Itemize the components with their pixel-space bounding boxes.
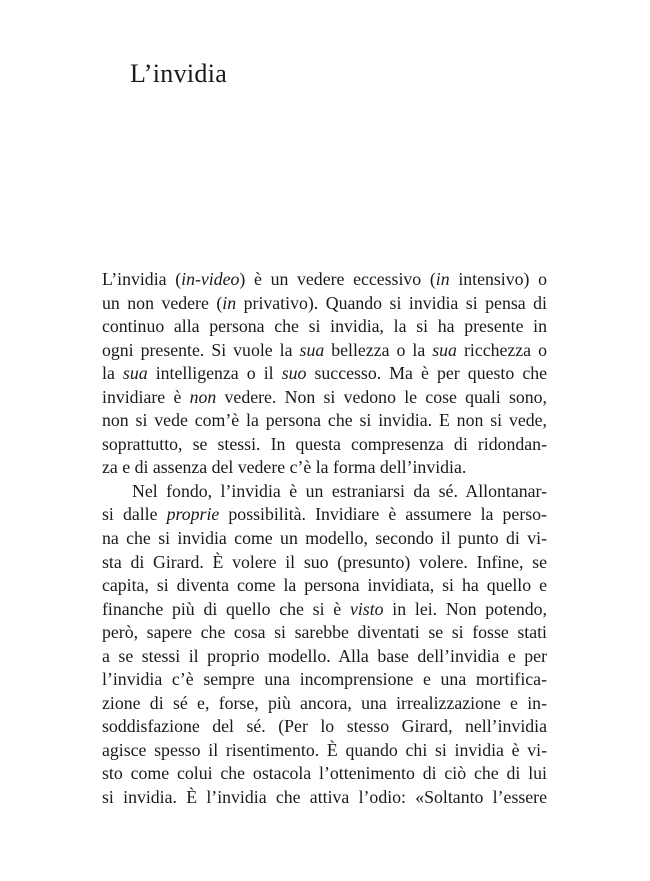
text-line <box>102 292 547 316</box>
text-line <box>102 786 547 810</box>
text-run: intensivo) o <box>449 269 547 289</box>
text-run: soddisfazione del sé. (Per lo stesso Girard, nell’invidia <box>102 716 547 737</box>
paragraph <box>102 480 547 810</box>
text-run: la <box>102 363 123 384</box>
italic-text: sua <box>122 363 148 384</box>
text-run: a se stessi il proprio modello. Alla base dell’invidia e per <box>102 645 547 666</box>
text-run: ) è un vedere eccessivo ( <box>239 269 436 289</box>
text-run: invidiare è <box>102 386 190 407</box>
text-run: si invidia. È l’invidia che attiva l’odio: «Soltanto l’essere <box>102 787 547 808</box>
text-run: vedere. Non si vedono le cose quali sono, <box>216 386 548 407</box>
text-run: non si vede com’è la persona che si invidia. E non si vede, <box>102 410 547 431</box>
paragraph <box>102 268 547 480</box>
text-run: finanche più di quello che si è <box>102 598 350 619</box>
italic-text: visto <box>349 598 384 619</box>
italic-text: sua <box>299 339 325 360</box>
text-line <box>102 386 547 410</box>
text-line <box>102 480 547 504</box>
italic-text: suo <box>281 363 307 384</box>
text-line <box>102 715 547 739</box>
text-run: sta di Girard. È volere il suo (presunto) volere. Infine, se <box>102 551 547 572</box>
text-line <box>102 456 547 480</box>
text-run: continuo alla persona che si invidia, la si ha presente in <box>102 316 547 337</box>
text-line <box>102 645 547 669</box>
text-line <box>102 362 547 386</box>
text-run: capita, si diventa come la persona invidiata, si ha quello e <box>102 575 547 596</box>
body-text <box>102 268 547 810</box>
text-line <box>102 762 547 786</box>
text-run: L’invidia ( <box>102 269 182 289</box>
text-line <box>102 598 547 622</box>
text-line <box>102 433 547 457</box>
text-line <box>102 268 547 292</box>
text-line <box>102 527 547 551</box>
text-line <box>102 409 547 433</box>
text-run: un non vedere ( <box>102 292 223 313</box>
text-line <box>102 621 547 645</box>
text-run: ogni presente. Si vuole la <box>102 339 300 360</box>
text-line <box>102 339 547 363</box>
text-run: si dalle <box>102 504 167 525</box>
italic-text: sua <box>432 339 457 360</box>
text-run: sto come colui che ostacola l’ottenimento di ciò che di lui <box>102 763 547 784</box>
italic-text: in-video <box>181 269 240 289</box>
italic-text: in <box>435 269 450 289</box>
italic-text: non <box>189 386 217 407</box>
text-line <box>102 574 547 598</box>
text-line <box>102 739 547 763</box>
text-line <box>102 692 547 716</box>
text-run: l’invidia c’è sempre una incomprensione e una mortifica- <box>102 669 547 690</box>
text-run: ricchezza o <box>456 339 547 360</box>
text-run: successo. Ma è per questo che <box>306 363 547 384</box>
text-line <box>102 668 547 692</box>
chapter-title: L’invidia <box>130 59 228 88</box>
text-run: zione di sé e, forse, più ancora, una irrealizzazione e in- <box>102 692 547 713</box>
text-run: bellezza o la <box>324 339 433 360</box>
text-run: però, sapere che cosa si sarebbe diventati se si fosse stati <box>102 622 547 643</box>
italic-text: proprie <box>166 504 220 525</box>
italic-text: in <box>222 292 237 313</box>
text-run: agisce spesso il risentimento. È quando chi si invidia è vi- <box>102 739 547 760</box>
text-run: privativo). Quando si invidia si pensa di <box>236 292 547 313</box>
text-run: soprattutto, se stessi. In questa compresenza di ridondan- <box>102 433 547 454</box>
text-line <box>102 503 547 527</box>
text-run: na che si invidia come un modello, secondo il punto di vi- <box>102 528 547 549</box>
text-line <box>102 551 547 575</box>
text-run: za e di assenza del vedere c’è la forma dell’invidia. <box>102 457 467 478</box>
text-line <box>102 315 547 339</box>
text-run: in lei. Non potendo, <box>383 598 547 619</box>
text-run: intelligenza o il <box>147 363 282 384</box>
text-run: Nel fondo, l’invidia è un estraniarsi da sé. Allontanar- <box>132 480 547 501</box>
text-run: possibilità. Invidiare è assumere la perso- <box>219 504 547 525</box>
